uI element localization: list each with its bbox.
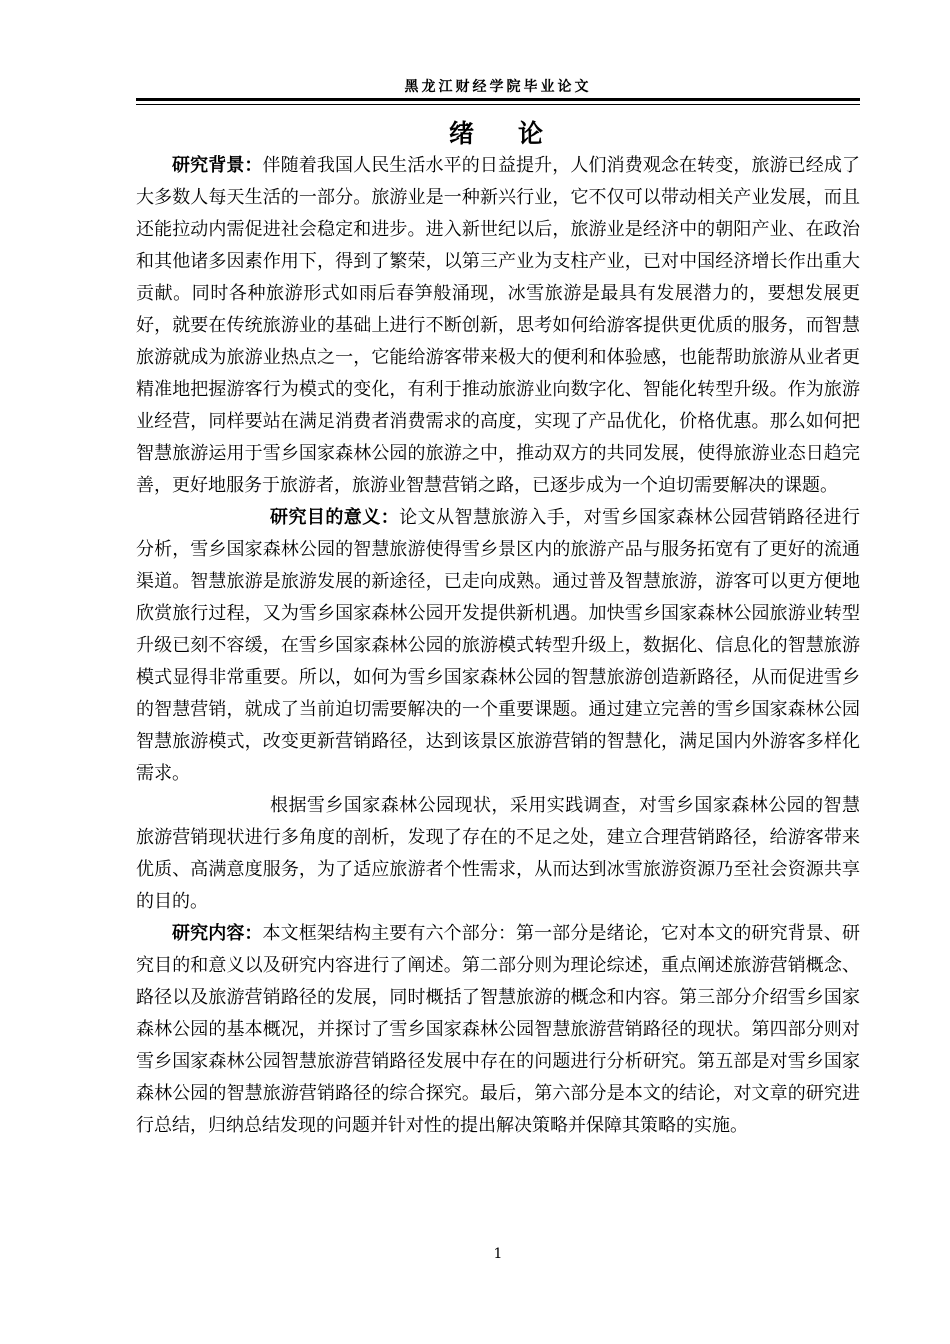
paragraph-text: 论文从智慧旅游入手，对雪乡国家森林公园营销路径进行分析，雪乡国家森林公园的智慧旅游使得雪乡景区内的旅游产品与服务拓宽有了更好的流通渠道。智慧旅游是旅游发展的新途径，已走向成熟。通过普及智慧旅游，游客可以更方便地欣赏旅行过程，又为雪乡国家森林公园开发提供新机遇。加快雪乡国家森林公园旅游业转型升级已刻不容缓，在雪乡国家森林公园的旅游模式转型升级上，数据化、信息化的智慧旅游模式显得非常重要。所以，如何为雪乡国家森林公园的智慧旅游创造新路径，从而促进雪乡的智慧营销，就成了当前迫切需要解决的一个重要课题。通过建立完善的雪乡国家森林公园智慧旅游模式，改变更新营销路径，达到该景区旅游营销的智慧化，满足国内外游客多样化需求。 bbox=[136, 507, 861, 784]
paragraph-lead: 研究目的意义： bbox=[270, 507, 400, 528]
chapter-title-part2: 论 bbox=[518, 119, 548, 148]
paragraph-research-purpose bbox=[136, 502, 860, 790]
paragraph-lead: 研究背景： bbox=[172, 155, 263, 176]
paragraph-text: 根据雪乡国家森林公园现状，采用实践调查，对雪乡国家森林公园的智慧旅游营销现状进行多角度的剖析，发现了存在的不足之处，建立合理营销路径，给游客带来优质、高满意度服务，为了适应旅游者个性需求，从而达到冰雪旅游资源乃至社会资源共享的目的。 bbox=[136, 795, 860, 912]
chapter-title bbox=[136, 114, 860, 150]
body-text bbox=[136, 150, 860, 1142]
header-rule-thin bbox=[136, 104, 860, 105]
paragraph-method bbox=[136, 790, 860, 918]
page-number: 1 bbox=[493, 1246, 503, 1262]
running-header: 黑龙江财经学院毕业论文 bbox=[404, 79, 592, 95]
paragraph-research-background bbox=[136, 150, 860, 502]
paragraph-research-content bbox=[136, 918, 860, 1142]
header-rule-thick bbox=[136, 98, 860, 101]
chapter-title-part1: 绪 bbox=[448, 119, 478, 148]
paragraph-text: 本文框架结构主要有六个部分：第一部分是绪论，它对本文的研究背景、研究目的和意义以及研究内容进行了阐述。第二部分则为理论综述，重点阐述旅游营销概念、路径以及旅游营销路径的发展，同时概括了智慧旅游的概念和内容。第三部分介绍雪乡国家森林公园的基本概况，并探讨了雪乡国家森林公园智慧旅游营销路径的现状。第四部分则对雪乡国家森林公园智慧旅游营销路径发展中存在的问题进行分析研究。第五部是对雪乡国家森林公园的智慧旅游营销路径的综合探究。最后，第六部分是本文的结论，对文章的研究进行总结，归纳总结发现的问题并针对性的提出解决策略并保障其策略的实施。 bbox=[136, 923, 861, 1136]
paragraph-lead: 研究内容： bbox=[172, 923, 263, 944]
paragraph-text: 伴随着我国人民生活水平的日益提升，人们消费观念在转变，旅游已经成了大多数人每天生活的一部分。旅游业是一种新兴行业，它不仅可以带动相关产业发展，而且还能拉动内需促进社会稳定和进步。进入新世纪以后，旅游业是经济中的朝阳产业、在政治和其他诸多因素作用下，得到了繁荣，以第三产业为支柱产业，已对中国经济增长作出重大贡献。同时各种旅游形式如雨后春笋般涌现，冰雪旅游是最具有发展潜力的，要想发展更好，就要在传统旅游业的基础上进行不断创新，思考如何给游客提供更优质的服务，而智慧旅游就成为旅游业热点之一，它能给游客带来极大的便利和体验感，也能帮助旅游从业者更精准地把握游客行为模式的变化，有利于推动旅游业向数字化、智能化转型升级。作为旅游业经营，同样要站在满足消费者消费需求的高度，实现了产品优化，价格优惠。那么如何把智慧旅游运用于雪乡国家森林公园的旅游之中，推动双方的共同发展，使得旅游业态日趋完善，更好地服务于旅游者，旅游业智慧营销之路，已逐步成为一个迫切需要解决的课题。 bbox=[136, 155, 861, 496]
